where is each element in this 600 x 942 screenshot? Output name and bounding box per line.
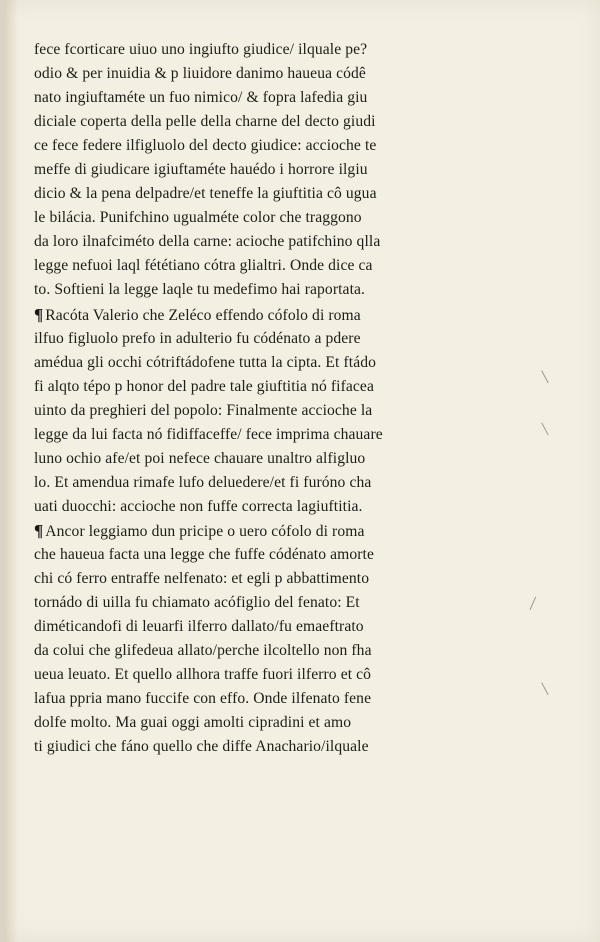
text-line (34, 254, 520, 278)
margin-mark (541, 679, 556, 696)
text-line (34, 591, 520, 615)
text-line (34, 86, 520, 110)
text-line (34, 471, 520, 495)
line-text: odio & per inuidia & p liuidore danimo haueua códê (34, 65, 366, 83)
paragraph-start-line (34, 519, 520, 543)
line-text: diciale coperta della pelle della charne del decto giudi (34, 113, 376, 131)
line-text: chi có ferro entraffe nelfenato: et egli p abbattimento (34, 570, 370, 588)
text-line (34, 182, 520, 206)
margin-mark (530, 597, 544, 613)
margin-mark (541, 367, 556, 384)
line-text: ilfuo figluolo prefo in adulterio fu códénato a pdere (34, 329, 361, 347)
text-line (34, 495, 520, 519)
text-line (34, 375, 520, 399)
line-text: fi alqto tépo p honor del padre tale giuftitia nó fifacea (34, 377, 374, 395)
line-text: lafua ppria mano fuccife con effo. Onde ilfenato fene (34, 690, 372, 708)
book-page (4, 0, 600, 942)
paragraph-start-line (34, 303, 520, 327)
text-line (34, 567, 520, 591)
line-text: da colui che glifedeua allato/perche ilcoltello non fha (34, 642, 372, 660)
text-line (34, 62, 520, 86)
line-text: da loro ilnafciméto della carne: acioche patifchino qlla (34, 233, 381, 251)
pilcrow-icon: ¶ (34, 304, 44, 324)
line-text: legge nefuoi laql fététiano cótra glialtri. Onde dice ca (34, 257, 373, 275)
line-text: ce fece federe ilfigluolo del decto giudice: accioche te (34, 137, 377, 155)
margin-mark (541, 419, 556, 436)
line-text: uinto da preghieri del popolo: Finalmente accioche la (34, 401, 373, 419)
pilcrow-icon: ¶ (34, 520, 44, 540)
text-line (34, 543, 520, 567)
text-line (34, 735, 520, 759)
text-line (34, 278, 520, 302)
text-line (34, 38, 520, 62)
text-line (34, 615, 520, 639)
text-line (34, 423, 520, 447)
line-text: uati duocchi: accioche non fuffe correcta lagiuftitia. (34, 497, 363, 515)
line-text: lo. Et amendua rimafe lufo deluedere/et fi furóno cha (34, 473, 372, 491)
line-text: to. Softieni la legge laqle tu medefimo hai raportata. (34, 281, 366, 299)
text-line (34, 351, 520, 375)
text-line (34, 206, 520, 230)
text-line (34, 639, 520, 663)
text-line (34, 230, 520, 254)
line-text: diméticandofi di leuarfi ilferro dallato/fu emaeftrato (34, 618, 364, 636)
line-text: legge da lui facta nó fidiffaceffe/ fece imprima chauare (34, 425, 383, 443)
text-line (34, 158, 520, 182)
line-text: dolfe molto. Ma guai oggi amolti cipradini et amo (34, 714, 352, 732)
text-block (34, 38, 520, 759)
line-text: ueua leuato. Et quello allhora traffe fuori ilferro et cô (34, 666, 372, 684)
text-line (34, 399, 520, 423)
line-text: dicio & la pena delpadre/et teneffe la giuftitia cô ugua (34, 185, 377, 203)
text-line (34, 711, 520, 735)
line-text: amédua gli occhi cótriftádofene tutta la cipta. Et ftádo (34, 353, 377, 371)
text-line (34, 663, 520, 687)
line-text: tornádo di uilla fu chiamato acófiglio del fenato: Et (34, 594, 360, 612)
line-text: nato ingiuftaméte un fuo nimico/ & fopra lafedia giu (34, 89, 368, 107)
text-line (34, 134, 520, 158)
line-text: ti giudici che fáno quello che diffe Anachario/ilquale (34, 738, 369, 756)
text-line (34, 327, 520, 351)
text-line (34, 110, 520, 134)
line-text: Ancor leggiamo dun pricipe o uero cófolo di roma (45, 522, 365, 540)
text-line (34, 447, 520, 471)
text-line (34, 687, 520, 711)
line-text: meffe di giudicare igiuftaméte hauédo i horrore ilgiu (34, 161, 368, 179)
line-text: che haueua facta una legge che fuffe códénato amorte (34, 545, 374, 563)
line-text: Racóta Valerio che Zeléco effendo cófolo di roma (45, 306, 361, 324)
line-text: luno ochio afe/et poi nefece chauare unaltro alfigluo (34, 449, 366, 467)
line-text: fece fcorticare uiuo uno ingiufto giudice/ ilquale pe? (34, 41, 368, 58)
line-text: le bilácia. Punifchino ugualméte color che traggono (34, 209, 362, 227)
